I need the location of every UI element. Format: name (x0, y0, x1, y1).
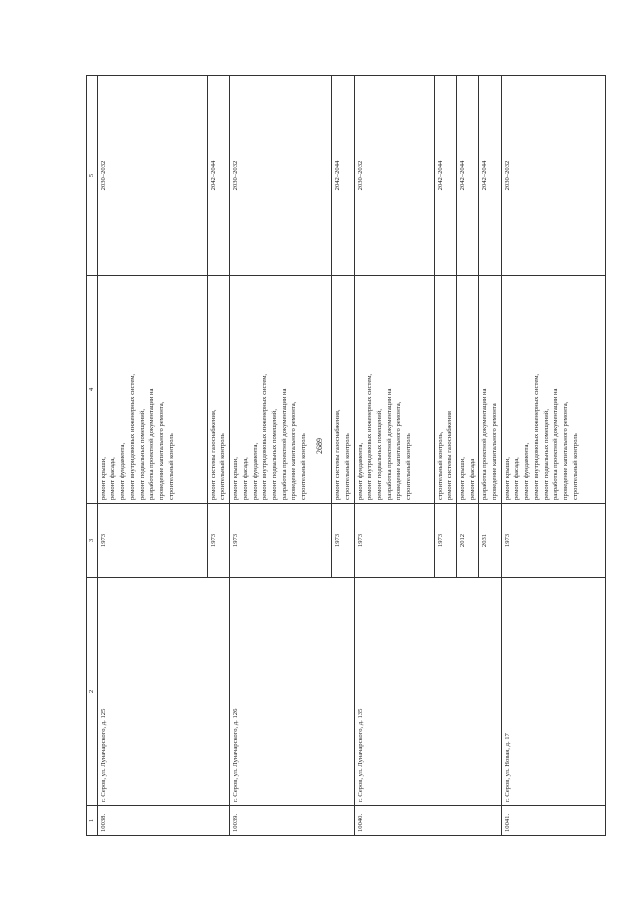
column-number-row (87, 76, 98, 836)
year-cell: 1973 (230, 504, 332, 578)
works-cell: ремонт системы газоснабжения, строительный контроль (332, 276, 354, 504)
row-number: 10038. (97, 806, 229, 836)
year-cell: 1973 (434, 504, 456, 578)
year-cell: 1973 (332, 504, 354, 578)
works-cell: ремонт крыши, ремонт фасада, ремонт фундамента, ремонт внутридомовых инженерных систем, ремонт подвальных помещений, разработка проектной документации на проведение капитального ремонта, строительный контроль (501, 276, 605, 504)
row-number: 10041. (501, 806, 605, 836)
building-address: г. Серов, ул. Новая, д. 17 (501, 578, 605, 806)
column-number: 5 (87, 76, 98, 276)
buildings-table (86, 75, 606, 836)
works-cell: строительный контроль, ремонт системы газоснабжения (434, 276, 456, 504)
works-cell: ремонт фундамента, ремонт внутридомовых инженерных систем, ремонт подвальных помещений, разработка проектной документации на проведение капитального ремонта, строительный контроль (354, 276, 434, 504)
works-cell: ремонт крыши, ремонт фасада, ремонт фундамента, ремонт внутридомовых инженерных систем, ремонт подвальных помещений, разработка проектной документации на проведение капитального ремонта, строительный контроль (230, 276, 332, 504)
column-number: 1 (87, 806, 98, 836)
row-number: 10039. (230, 806, 354, 836)
period-cell: 2042–2044 (434, 76, 456, 276)
year-cell: 2012 (456, 504, 478, 578)
column-number: 4 (87, 276, 98, 504)
period-cell: 2042–2044 (456, 76, 478, 276)
row-number: 10040. (354, 806, 501, 836)
building-address: г. Серов, ул. Луначарского, д. 125 (97, 578, 229, 806)
table-row (501, 76, 605, 836)
year-cell: 1973 (207, 504, 229, 578)
table-row (97, 76, 207, 836)
period-cell: 2042–2044 (207, 76, 229, 276)
table-row (354, 76, 434, 836)
period-cell: 2042–2044 (332, 76, 354, 276)
column-number: 2 (87, 578, 98, 806)
table-row (230, 76, 332, 836)
works-cell: ремонт системы газоснабжения, строительный контроль (207, 276, 229, 504)
period-cell: 2030–2032 (354, 76, 434, 276)
year-cell: 1973 (501, 504, 605, 578)
works-cell: ремонт крыши, ремонт фасада, ремонт фундамента, ремонт внутридомовых инженерных систем, ремонт подвальных помещений, разработка проектной документации на проведение капитального ремонта, строительный контроль (97, 276, 207, 504)
building-address: г. Серов, ул. Луначарского, д. 126 (230, 578, 354, 806)
year-cell: 1973 (354, 504, 434, 578)
period-cell: 2042–2044 (479, 76, 501, 276)
building-address: г. Серов, ул. Луначарского, д. 135 (354, 578, 501, 806)
works-cell: разработка проектной документации на проведение капитального ремонта (479, 276, 501, 504)
column-number: 3 (87, 504, 98, 578)
period-cell: 2030–2032 (230, 76, 332, 276)
period-cell: 2030–2032 (501, 76, 605, 276)
rotated-page (86, 76, 602, 836)
works-cell: ремонт крыши, ремонт фасада (456, 276, 478, 504)
page-number: 2689 (315, 438, 324, 454)
year-cell: 2031 (479, 504, 501, 578)
year-cell: 1973 (97, 504, 207, 578)
period-cell: 2030–2032 (97, 76, 207, 276)
